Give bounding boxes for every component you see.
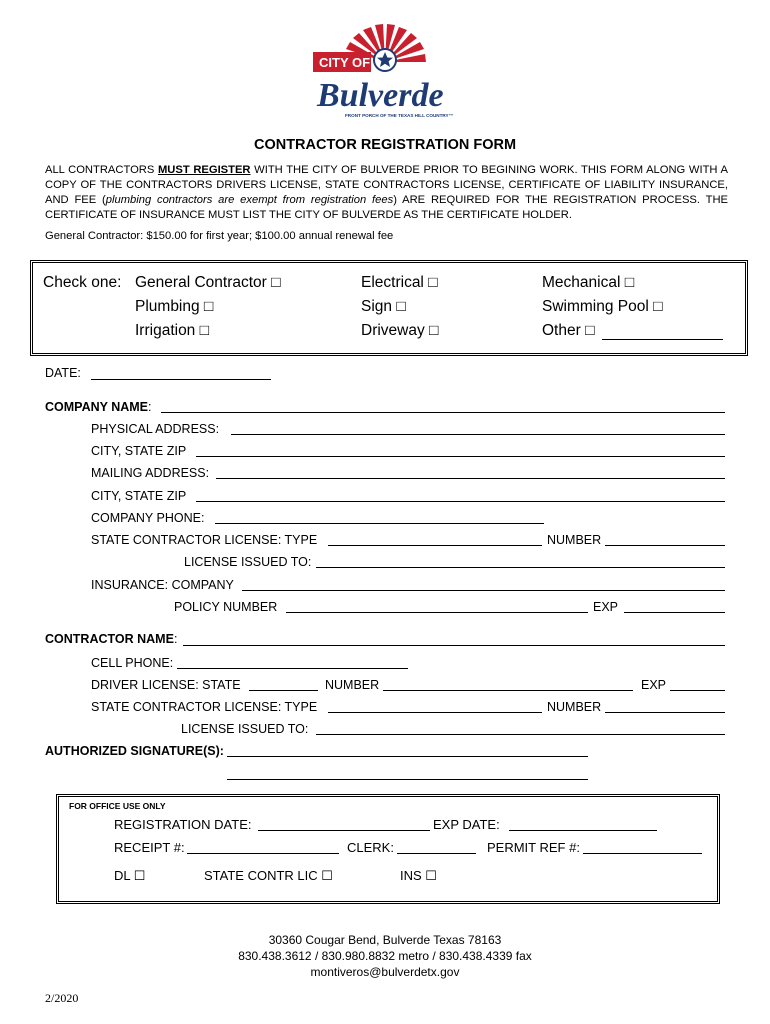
intro-must-register: MUST REGISTER <box>157 164 251 176</box>
driver-license-number-label: NUMBER <box>325 678 380 692</box>
footer-phones: 830.438.3612 / 830.980.8832 metro / 830.438.4339 fax <box>238 949 532 963</box>
checkbox-driveway[interactable]: Driveway □ <box>361 322 439 339</box>
intro-text-b: WITH THE CITY OF BULVERDE PRIOR TO BEGINING WORK. THIS FORM ALONG WITH A COPY OF THE CONTRACTORS DRIVERS LICENSE, STATE CONTRACTORS LICENSE, CERTIFICATE OF LIABILITY INSURANCE, AND FEE ( <box>45 164 728 206</box>
office-checkbox-ins[interactable]: INS ☐ <box>400 868 437 883</box>
company-license-type-field[interactable] <box>328 545 542 546</box>
contractor-license-issued-to-field[interactable] <box>316 734 725 735</box>
mailing-city-state-zip-field[interactable] <box>196 501 725 502</box>
checkbox-general-contractor[interactable]: General Contractor □ <box>135 274 281 291</box>
exp-date-label: EXP DATE: <box>433 817 500 832</box>
contractor-license-number-label: NUMBER <box>547 700 602 714</box>
fee-note: General Contractor: $150.00 for first year; $100.00 annual renewal fee <box>45 230 394 242</box>
contractor-license-type-label: STATE CONTRACTOR LICENSE: TYPE <box>91 700 318 714</box>
policy-number-field[interactable] <box>286 612 588 613</box>
company-license-number-label: NUMBER <box>547 533 602 547</box>
contractor-name-label-text: CONTRACTOR NAME <box>45 632 174 646</box>
logo-graphic <box>305 22 465 122</box>
contractor-name-label <box>45 632 177 646</box>
checkbox-swimming-pool[interactable]: Swimming Pool □ <box>542 298 663 315</box>
physical-address-field[interactable] <box>231 434 725 435</box>
permit-ref-field[interactable] <box>583 853 702 854</box>
office-checkbox-state-contr-lic[interactable]: STATE CONTR LIC ☐ <box>204 868 333 883</box>
physical-city-state-zip-label: CITY, STATE ZIP <box>91 444 187 458</box>
cell-phone-label: CELL PHONE: <box>91 656 174 670</box>
footer-email: montiveros@bulverdetx.gov <box>310 965 460 979</box>
clerk-label: CLERK: <box>347 840 394 855</box>
driver-license-state-field[interactable] <box>249 690 318 691</box>
logo-tagline-text: FRONT PORCH OF THE TEXAS HILL COUNTRY™ <box>345 113 454 118</box>
physical-address-label: PHYSICAL ADDRESS: <box>91 422 220 436</box>
intro-exempt-note: plumbing contractors are exempt from registration fees <box>105 194 394 206</box>
logo-name-text: Bulverde <box>317 77 444 114</box>
company-license-number-field[interactable] <box>605 545 725 546</box>
intro-text-c: ) ARE REQUIRED FOR THE REGISTRATION PROCESS. THE CERTIFICATE OF INSURANCE MUST LIST THE CITY OF BULVERDE AS THE CERTIFICATE HOLDER. <box>45 194 728 221</box>
checkbox-electrical[interactable]: Electrical □ <box>361 274 438 291</box>
checkbox-mechanical[interactable]: Mechanical □ <box>542 274 635 291</box>
checkbox-sign[interactable]: Sign □ <box>361 298 406 315</box>
mailing-city-state-zip-label: CITY, STATE ZIP <box>91 489 187 503</box>
office-checkbox-dl[interactable]: DL ☐ <box>114 868 146 883</box>
policy-exp-field[interactable] <box>624 612 725 613</box>
city-contact-footer <box>0 932 770 980</box>
authorized-signature-field-1[interactable] <box>227 756 588 757</box>
date-field[interactable] <box>91 379 271 380</box>
mailing-address-label: MAILING ADDRESS: <box>91 466 210 480</box>
other-specify-field[interactable] <box>602 339 723 340</box>
driver-license-exp-label: EXP <box>641 678 667 692</box>
office-use-heading: FOR OFFICE USE ONLY <box>69 801 166 811</box>
logo-city-of-text: CITY OF <box>319 55 371 70</box>
checkbox-irrigation[interactable]: Irrigation □ <box>135 322 209 339</box>
date-label: DATE: <box>45 366 81 380</box>
cell-phone-field[interactable] <box>177 668 408 669</box>
intro-paragraph <box>45 163 728 223</box>
physical-city-state-zip-field[interactable] <box>196 456 725 457</box>
checkbox-plumbing[interactable]: Plumbing □ <box>135 298 214 315</box>
form-title: CONTRACTOR REGISTRATION FORM <box>253 137 517 153</box>
authorized-signature-field-2[interactable] <box>227 779 588 780</box>
city-of-bulverde-logo <box>305 22 465 122</box>
footer-address: 30360 Cougar Bend, Bulverde Texas 78163 <box>268 933 502 947</box>
insurance-company-field[interactable] <box>242 590 725 591</box>
company-name-colon: : <box>148 400 152 414</box>
company-phone-field[interactable] <box>215 523 544 524</box>
intro-text-a: ALL CONTRACTORS <box>45 164 158 176</box>
contractor-name-field[interactable] <box>183 645 725 646</box>
policy-exp-label: EXP <box>593 600 619 614</box>
company-phone-label: COMPANY PHONE: <box>91 511 205 525</box>
company-license-issued-to-field[interactable] <box>316 567 725 568</box>
company-name-label <box>45 400 152 414</box>
company-name-field[interactable] <box>161 412 725 413</box>
check-one-label: Check one: <box>43 274 122 291</box>
receipt-label: RECEIPT #: <box>114 840 185 855</box>
permit-ref-label: PERMIT REF #: <box>487 840 580 855</box>
clerk-field[interactable] <box>397 853 476 854</box>
contractor-license-number-field[interactable] <box>605 712 725 713</box>
driver-license-number-field[interactable] <box>383 690 633 691</box>
form-version-date: 2/2020 <box>45 991 79 1005</box>
driver-license-state-label: DRIVER LICENSE: STATE <box>91 678 241 692</box>
checkbox-other[interactable]: Other □ <box>542 322 595 339</box>
exp-date-field[interactable] <box>509 830 657 831</box>
company-license-type-label: STATE CONTRACTOR LICENSE: TYPE <box>91 533 318 547</box>
contractor-license-issued-to-label: LICENSE ISSUED TO: <box>181 722 309 736</box>
policy-number-label: POLICY NUMBER <box>174 600 278 614</box>
mailing-address-field[interactable] <box>216 478 725 479</box>
company-license-issued-to-label: LICENSE ISSUED TO: <box>184 555 312 569</box>
contractor-name-colon: : <box>173 632 178 646</box>
driver-license-exp-field[interactable] <box>670 690 725 691</box>
insurance-company-label: INSURANCE: COMPANY <box>91 578 234 592</box>
contractor-license-type-field[interactable] <box>328 712 542 713</box>
authorized-signature-label: AUTHORIZED SIGNATURE(S): <box>45 744 224 758</box>
registration-date-field[interactable] <box>258 830 430 831</box>
registration-date-label: REGISTRATION DATE: <box>114 817 252 832</box>
receipt-field[interactable] <box>187 853 339 854</box>
company-name-label-text: COMPANY NAME <box>45 400 149 414</box>
